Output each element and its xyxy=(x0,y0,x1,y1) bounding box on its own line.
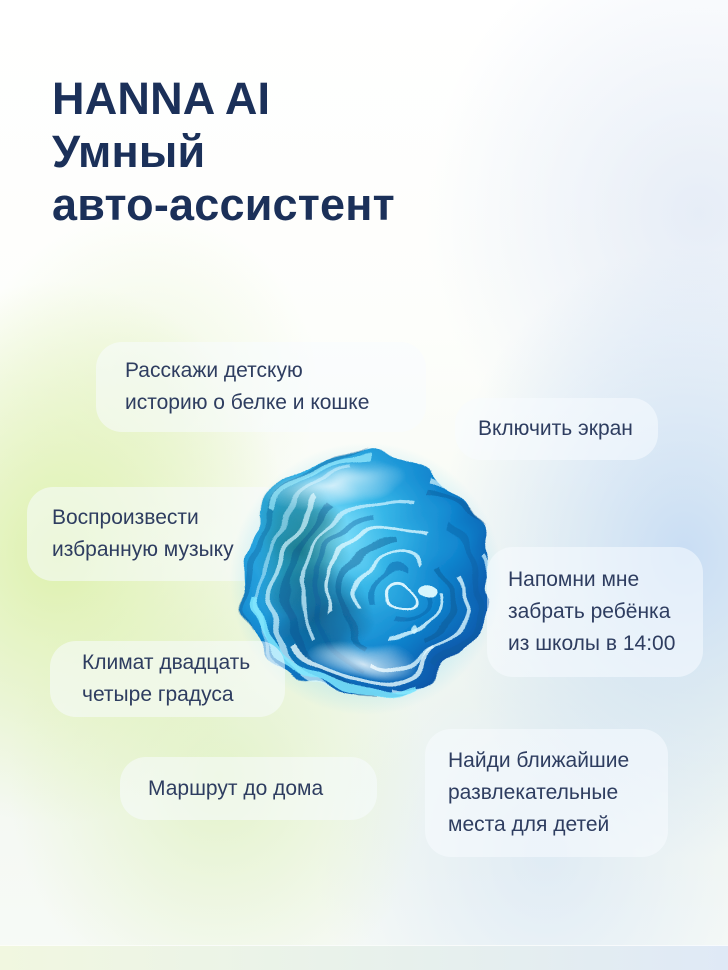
subtitle-line-1: Умный xyxy=(52,126,206,177)
chip-text-line: Расскажи детскую xyxy=(125,359,303,382)
chip-text-line: четыре градуса xyxy=(82,683,234,706)
chip-text-line: избранную музыку xyxy=(52,538,234,561)
chip-text-line: Включить экран xyxy=(478,417,633,440)
brand-title: HANNA AI xyxy=(52,73,271,124)
subtitle-line-2: авто-ассистент xyxy=(52,179,395,230)
chip-text-line: историю о белке и кошке xyxy=(125,391,370,414)
suggestion-chip-route-home[interactable] xyxy=(120,757,377,820)
suggestion-chip-climate[interactable] xyxy=(50,641,285,717)
page-title xyxy=(52,72,395,231)
suggestion-chip-remind[interactable] xyxy=(487,547,703,677)
bottom-gradient-band xyxy=(0,945,728,970)
chip-text-line: развлекательные xyxy=(448,781,619,804)
chip-text-line: из школы в 14:00 xyxy=(508,632,676,655)
chip-text-line: забрать ребёнка xyxy=(508,600,671,623)
chip-text-line: Климат двадцать xyxy=(82,651,251,674)
chip-text-line: Найди ближайшие xyxy=(448,749,630,772)
chip-text-line: Воспроизвести xyxy=(52,506,199,529)
chip-text-line: места для детей xyxy=(448,813,610,836)
suggestion-chip-find-places[interactable] xyxy=(425,729,668,857)
suggestion-chip-tell-story[interactable] xyxy=(96,342,426,432)
chip-text-line: Маршрут до дома xyxy=(148,776,324,800)
chip-text-line: Напомни мне xyxy=(508,568,640,591)
